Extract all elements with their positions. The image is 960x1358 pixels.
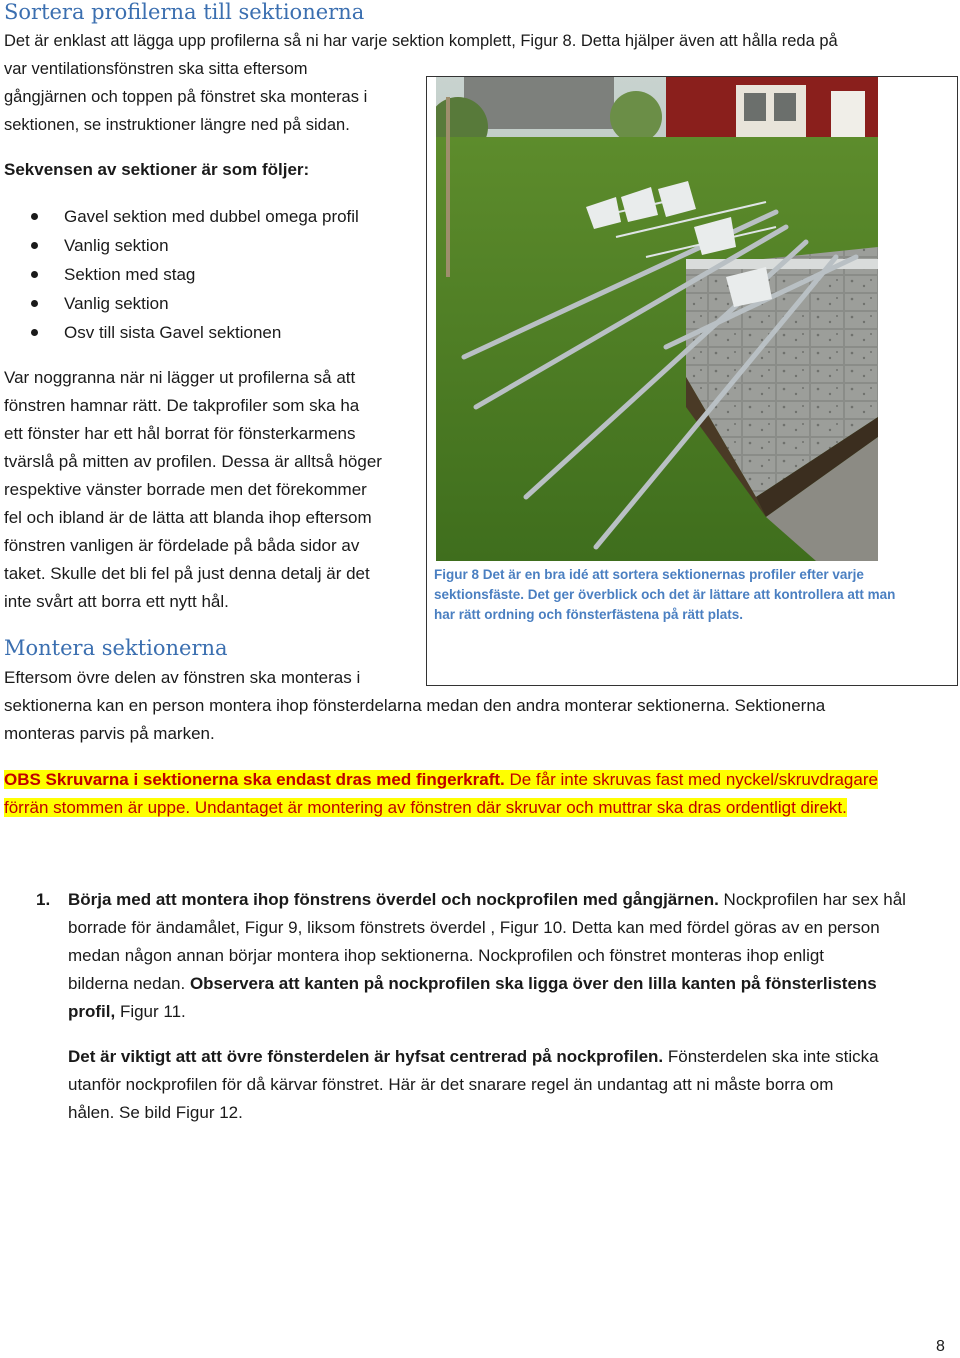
paragraph-line: tvärslå på mitten av profilen. Dessa är alltså höger (4, 452, 382, 471)
intro-line-3: gångjärnen och toppen på fönstret ska monteras i (4, 88, 368, 106)
figure-8-caption-line-3: har rätt ordning och fönsterfästena på rätt plats. (434, 607, 744, 622)
step-number: 1. (36, 890, 51, 909)
figure-8-caption-line-2: sektionsfäste. Det ger överblick och det är lättare att kontrollera att man (434, 587, 896, 602)
step-1-p2-rest: Fönsterdelen ska inte sticka (663, 1047, 879, 1066)
list-item (0, 202, 420, 231)
step-1-line-5 (68, 998, 948, 1026)
sequence-title: Sekvensen av sektioner är som följer: (4, 160, 310, 179)
intro-line-2: var ventilationsfönstren ska sitta eftersom (4, 60, 308, 78)
step-1-line-4-plain: bilderna nedan. (68, 974, 190, 993)
step-1-p2-line-3: hålen. Se bild Figur 12. (68, 1103, 243, 1122)
list-item-text: Gavel sektion med dubbel omega profil (64, 207, 359, 226)
step-1-line-1 (68, 886, 948, 914)
list-item-text: Vanlig sektion (64, 236, 169, 255)
bullet-icon (31, 300, 38, 307)
step-1-p2-line-1 (68, 1043, 948, 1071)
section-heading-sortera: Sortera profilerna till sektionerna (4, 0, 365, 24)
step-1-text (68, 886, 948, 1026)
list-item (0, 231, 420, 260)
sequence-list (0, 202, 420, 347)
obs-warning-red: OBS Skruvarna i sektionerna ska endast dras med fingerkraft. (4, 770, 505, 789)
step-1-line-4-bold: Observera att kanten på nockprofilen ska ligga över den lilla kanten på fönsterlistens (189, 974, 877, 993)
page-number: 8 (936, 1338, 945, 1355)
step-1-line-3: medan någon annan börjar montera ihop sektionerna. Nockprofilen och fönstret monteras ihop enligt (68, 946, 825, 965)
step-1-line-4 (68, 970, 948, 998)
intro-line-4: sektionen, se instruktioner längre ned på sidan. (4, 116, 350, 134)
figure-8-photo (436, 77, 878, 561)
intro-line-1: Det är enklast att lägga upp profilerna så ni har varje sektion komplett, Figur 8. Detta hjälper även att hålla reda på (4, 32, 838, 50)
step-1-line-5-rest: Figur 11. (115, 1002, 186, 1021)
list-item (0, 289, 420, 318)
step-1-paragraph-2 (68, 1043, 948, 1127)
paragraph-line: fönstren hamnar rätt. De takprofiler som ska ha (4, 396, 360, 415)
montera-line-3: monteras parvis på marken. (4, 724, 215, 743)
montera-line-2: sektionerna kan en person montera ihop fönsterdelarna medan den andra monterar sektionerna. Sektionerna (4, 696, 826, 715)
paragraph-line: inte svårt att borra ett nytt hål. (4, 592, 229, 611)
montera-line-1: Eftersom övre delen av fönstren ska monteras i (4, 668, 361, 687)
list-item (0, 318, 420, 347)
profile-paragraph (4, 364, 424, 616)
step-1-bold: Börja med att montera ihop fönstrens överdel och nockprofilen med gångjärnen. (68, 890, 719, 909)
section-heading-montera: Montera sektionerna (4, 636, 228, 660)
paragraph-line: respektive vänster borrade men det förekommer (4, 480, 367, 499)
paragraph-line: ett fönster har ett hål borrat för fönsterkarmens (4, 424, 356, 443)
obs-line-1 (4, 766, 878, 794)
list-item-text: Osv till sista Gavel sektionen (64, 323, 282, 342)
step-1-line-5-bold: profil, (68, 1002, 116, 1021)
step-1-line-2: borrade för ändamålet, Figur 9, liksom fönstrets överdel , Figur 10. Detta kan med fördel göras av en person (68, 918, 880, 937)
obs-warning-rest: De får inte skruvas fast med nyckel/skruvdragare (504, 770, 878, 789)
obs-line-2 (4, 794, 847, 822)
list-item-text: Vanlig sektion (64, 294, 169, 313)
obs-warning-line-2: förrän stommen är uppe. Undantaget är montering av fönstren där skruvar och muttrar ska dras ordentligt direkt. (4, 798, 847, 817)
paragraph-line: fönstren vanligen är fördelade på båda sidor av (4, 536, 360, 555)
paragraph-line: fel och ibland är de lätta att blanda ihop eftersom (4, 508, 372, 527)
paragraph-line: Var noggranna när ni lägger ut profilerna så att (4, 368, 356, 387)
bullet-icon (31, 329, 38, 336)
bullet-icon (31, 271, 38, 278)
step-1-rest: Nockprofilen har sex hål (718, 890, 906, 909)
figure-8-caption-line-1: Figur 8 Det är en bra idé att sortera sektionernas profiler efter varje (434, 567, 864, 582)
bullet-icon (31, 242, 38, 249)
list-item-text: Sektion med stag (64, 265, 196, 284)
step-1-p2-line-2: utanför nockprofilen för då kärvar fönstret. Här är det snarare regel än undantag att ni måste borra om (68, 1075, 834, 1094)
step-1-p2-bold: Det är viktigt att att övre fönsterdelen är hyfsat centrerad på nockprofilen. (68, 1047, 664, 1066)
paragraph-line: taket. Skulle det bli fel på just denna detalj är det (4, 564, 370, 583)
list-item (0, 260, 420, 289)
bullet-icon (31, 213, 38, 220)
